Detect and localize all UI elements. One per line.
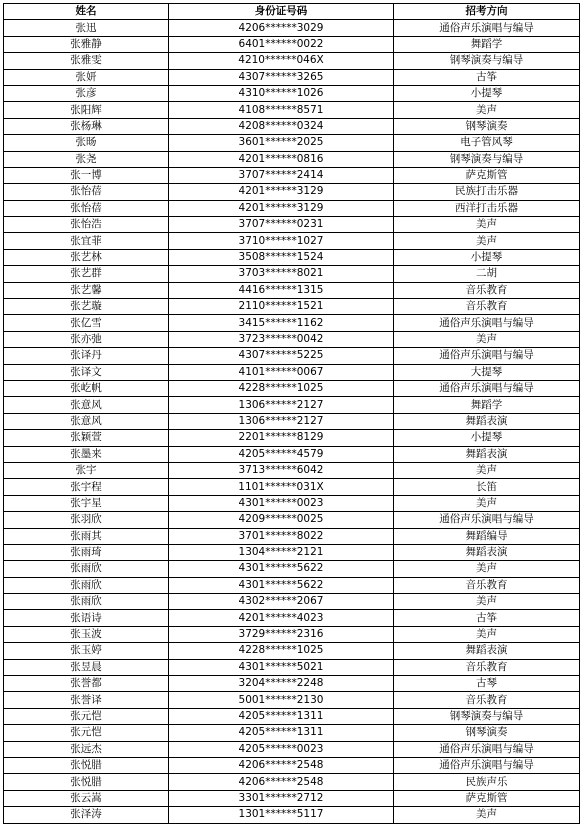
cell-name: 张玉波 [4, 626, 169, 642]
cell-exam-direction: 音乐教育 [394, 282, 580, 298]
cell-exam-direction: 音乐教育 [394, 577, 580, 593]
table-row [4, 397, 580, 413]
table-row [4, 348, 580, 364]
cell-name: 张意风 [4, 397, 169, 413]
table-row [4, 53, 580, 69]
table-row [4, 380, 580, 396]
table-row [4, 135, 580, 151]
table-row [4, 610, 580, 626]
table-row [4, 495, 580, 511]
cell-id-number: 4206******3029 [169, 20, 394, 36]
cell-id-number: 5001******2130 [169, 692, 394, 708]
table-row [4, 331, 580, 347]
cell-exam-direction: 通俗声乐演唱与编导 [394, 741, 580, 757]
cell-exam-direction: 美声 [394, 626, 580, 642]
table-row [4, 20, 580, 36]
cell-exam-direction: 通俗声乐演唱与编导 [394, 315, 580, 331]
cell-id-number: 3415******1162 [169, 315, 394, 331]
cell-id-number: 4307******3265 [169, 69, 394, 85]
cell-name: 张元恺 [4, 725, 169, 741]
cell-id-number: 6401******0022 [169, 36, 394, 52]
cell-name: 张羽欣 [4, 512, 169, 528]
cell-id-number: 1101******031X [169, 479, 394, 495]
cell-exam-direction: 通俗声乐演唱与编导 [394, 20, 580, 36]
cell-name: 张意风 [4, 413, 169, 429]
cell-name: 张怡蓓 [4, 200, 169, 216]
cell-name: 张译丹 [4, 348, 169, 364]
cell-id-number: 3204******2248 [169, 676, 394, 692]
cell-id-number: 4205******1311 [169, 725, 394, 741]
cell-id-number: 4201******4023 [169, 610, 394, 626]
table-row [4, 479, 580, 495]
cell-id-number: 3301******2712 [169, 790, 394, 806]
table-row [4, 807, 580, 823]
cell-exam-direction: 二胡 [394, 266, 580, 282]
cell-exam-direction: 通俗声乐演唱与编导 [394, 348, 580, 364]
table-row [4, 757, 580, 773]
cell-id-number: 4201******3129 [169, 184, 394, 200]
cell-exam-direction: 美声 [394, 807, 580, 823]
cell-id-number: 3723******0042 [169, 331, 394, 347]
cell-exam-direction: 美声 [394, 102, 580, 118]
cell-id-number: 3601******2025 [169, 135, 394, 151]
cell-exam-direction: 小提琴 [394, 430, 580, 446]
cell-id-number: 4208******0324 [169, 118, 394, 134]
cell-name: 张怡浩 [4, 217, 169, 233]
cell-exam-direction: 民族声乐 [394, 774, 580, 790]
cell-id-number: 4108******8571 [169, 102, 394, 118]
cell-exam-direction: 钢琴演奏与编导 [394, 151, 580, 167]
table-row [4, 217, 580, 233]
cell-id-number: 4301******5021 [169, 659, 394, 675]
cell-id-number: 4228******1025 [169, 643, 394, 659]
cell-name: 张亦弛 [4, 331, 169, 347]
cell-exam-direction: 音乐教育 [394, 659, 580, 675]
cell-name: 张悦腊 [4, 774, 169, 790]
table-row [4, 708, 580, 724]
cell-name: 张泽涛 [4, 807, 169, 823]
table-row [4, 462, 580, 478]
table-row [4, 266, 580, 282]
cell-name: 张亿雪 [4, 315, 169, 331]
table-row [4, 594, 580, 610]
table-row [4, 118, 580, 134]
table-row [4, 774, 580, 790]
table-row [4, 299, 580, 315]
cell-id-number: 4416******1315 [169, 282, 394, 298]
cell-name: 张艺群 [4, 266, 169, 282]
cell-exam-direction: 音乐教育 [394, 299, 580, 315]
cell-name: 张雨欣 [4, 561, 169, 577]
cell-name: 张颖萱 [4, 430, 169, 446]
cell-name: 张元恺 [4, 708, 169, 724]
cell-exam-direction: 大提琴 [394, 364, 580, 380]
table-row [4, 167, 580, 183]
candidate-table [3, 3, 580, 824]
table-row [4, 577, 580, 593]
cell-exam-direction: 古筝 [394, 610, 580, 626]
cell-name: 张宇星 [4, 495, 169, 511]
table-row [4, 413, 580, 429]
table-row [4, 233, 580, 249]
cell-exam-direction: 西洋打击乐器 [394, 200, 580, 216]
table-row [4, 643, 580, 659]
table-row [4, 249, 580, 265]
cell-exam-direction: 舞蹈表演 [394, 643, 580, 659]
cell-id-number: 4307******5225 [169, 348, 394, 364]
cell-id-number: 4205******4579 [169, 446, 394, 462]
table-row [4, 430, 580, 446]
cell-exam-direction: 小提琴 [394, 85, 580, 101]
cell-name: 张迅 [4, 20, 169, 36]
cell-name: 张誉都 [4, 676, 169, 692]
cell-name: 张雨欣 [4, 577, 169, 593]
table-row [4, 790, 580, 806]
table-header [4, 4, 580, 20]
cell-exam-direction: 萨克斯管 [394, 790, 580, 806]
cell-name: 张杨琳 [4, 118, 169, 134]
cell-exam-direction: 美声 [394, 331, 580, 347]
cell-id-number: 4301******0023 [169, 495, 394, 511]
cell-exam-direction: 美声 [394, 561, 580, 577]
cell-name: 张怡蓓 [4, 184, 169, 200]
header-id-number: 身份证号码 [169, 4, 394, 20]
cell-name: 张宇程 [4, 479, 169, 495]
cell-exam-direction: 钢琴演奏 [394, 725, 580, 741]
cell-id-number: 3729******2316 [169, 626, 394, 642]
cell-id-number: 4310******1026 [169, 85, 394, 101]
cell-id-number: 4206******2548 [169, 757, 394, 773]
cell-exam-direction: 通俗声乐演唱与编导 [394, 757, 580, 773]
cell-exam-direction: 通俗声乐演唱与编导 [394, 512, 580, 528]
table-row [4, 364, 580, 380]
cell-name: 张墨来 [4, 446, 169, 462]
table-row [4, 725, 580, 741]
cell-id-number: 1301******5117 [169, 807, 394, 823]
cell-name: 张艺林 [4, 249, 169, 265]
cell-name: 张旸 [4, 135, 169, 151]
cell-exam-direction: 钢琴演奏 [394, 118, 580, 134]
cell-name: 张雨欣 [4, 594, 169, 610]
cell-id-number: 4201******3129 [169, 200, 394, 216]
cell-exam-direction: 舞蹈学 [394, 397, 580, 413]
cell-id-number: 1304******2121 [169, 544, 394, 560]
cell-id-number: 4301******5622 [169, 577, 394, 593]
cell-id-number: 4210******046X [169, 53, 394, 69]
cell-name: 张远杰 [4, 741, 169, 757]
cell-exam-direction: 古筝 [394, 69, 580, 85]
cell-id-number: 4201******0816 [169, 151, 394, 167]
cell-id-number: 1306******2127 [169, 413, 394, 429]
cell-id-number: 4205******1311 [169, 708, 394, 724]
cell-name: 张悦腊 [4, 757, 169, 773]
cell-id-number: 4301******5622 [169, 561, 394, 577]
cell-exam-direction: 美声 [394, 462, 580, 478]
cell-id-number: 4228******1025 [169, 380, 394, 396]
table-row [4, 85, 580, 101]
cell-id-number: 3710******1027 [169, 233, 394, 249]
table-row [4, 282, 580, 298]
cell-name: 张昱晨 [4, 659, 169, 675]
cell-exam-direction: 古琴 [394, 676, 580, 692]
cell-exam-direction: 音乐教育 [394, 692, 580, 708]
table-row [4, 102, 580, 118]
cell-id-number: 3713******6042 [169, 462, 394, 478]
cell-id-number: 4302******2067 [169, 594, 394, 610]
cell-name: 张雅静 [4, 36, 169, 52]
cell-id-number: 4206******2548 [169, 774, 394, 790]
cell-id-number: 4205******0023 [169, 741, 394, 757]
table-row [4, 512, 580, 528]
cell-id-number: 3703******8021 [169, 266, 394, 282]
cell-exam-direction: 舞蹈表演 [394, 413, 580, 429]
cell-exam-direction: 美声 [394, 233, 580, 249]
cell-exam-direction: 舞蹈表演 [394, 446, 580, 462]
cell-exam-direction: 钢琴演奏与编导 [394, 53, 580, 69]
cell-exam-direction: 小提琴 [394, 249, 580, 265]
table-row [4, 528, 580, 544]
table-row [4, 561, 580, 577]
table-row [4, 692, 580, 708]
cell-exam-direction: 舞蹈学 [394, 36, 580, 52]
cell-exam-direction: 长笛 [394, 479, 580, 495]
cell-exam-direction: 美声 [394, 594, 580, 610]
header-name: 姓名 [4, 4, 169, 20]
cell-name: 张语诗 [4, 610, 169, 626]
cell-id-number: 2110******1521 [169, 299, 394, 315]
table-row [4, 659, 580, 675]
cell-exam-direction: 钢琴演奏与编导 [394, 708, 580, 724]
cell-id-number: 4101******0067 [169, 364, 394, 380]
cell-id-number: 3707******2414 [169, 167, 394, 183]
header-row [4, 4, 580, 20]
cell-id-number: 3707******0231 [169, 217, 394, 233]
cell-id-number: 4209******0025 [169, 512, 394, 528]
cell-exam-direction: 民族打击乐器 [394, 184, 580, 200]
cell-exam-direction: 通俗声乐演唱与编导 [394, 380, 580, 396]
table-row [4, 446, 580, 462]
cell-name: 张妍 [4, 69, 169, 85]
cell-name: 张尧 [4, 151, 169, 167]
table-row [4, 184, 580, 200]
cell-exam-direction: 美声 [394, 217, 580, 233]
table-body [4, 20, 580, 823]
cell-name: 张宜菲 [4, 233, 169, 249]
table-row [4, 200, 580, 216]
cell-name: 张雅雯 [4, 53, 169, 69]
cell-exam-direction: 电子管风琴 [394, 135, 580, 151]
table-row [4, 36, 580, 52]
header-exam-direction: 招考方向 [394, 4, 580, 20]
cell-id-number: 3508******1524 [169, 249, 394, 265]
cell-name: 张屹帆 [4, 380, 169, 396]
cell-name: 张阳辉 [4, 102, 169, 118]
cell-name: 张云嵩 [4, 790, 169, 806]
cell-name: 张玉婷 [4, 643, 169, 659]
cell-exam-direction: 舞蹈编导 [394, 528, 580, 544]
cell-name: 张雨琦 [4, 544, 169, 560]
cell-id-number: 1306******2127 [169, 397, 394, 413]
cell-id-number: 2201******8129 [169, 430, 394, 446]
cell-name: 张一博 [4, 167, 169, 183]
table-row [4, 626, 580, 642]
table-row [4, 741, 580, 757]
cell-name: 张宇 [4, 462, 169, 478]
cell-name: 张誉译 [4, 692, 169, 708]
cell-id-number: 3701******8022 [169, 528, 394, 544]
cell-exam-direction: 萨克斯管 [394, 167, 580, 183]
cell-name: 张译文 [4, 364, 169, 380]
cell-exam-direction: 美声 [394, 495, 580, 511]
cell-name: 张艺馨 [4, 282, 169, 298]
cell-name: 张艺璇 [4, 299, 169, 315]
table-row [4, 315, 580, 331]
table-row [4, 544, 580, 560]
table-row [4, 151, 580, 167]
table-row [4, 676, 580, 692]
cell-exam-direction: 舞蹈表演 [394, 544, 580, 560]
cell-name: 张雨其 [4, 528, 169, 544]
table-row [4, 69, 580, 85]
cell-name: 张彦 [4, 85, 169, 101]
